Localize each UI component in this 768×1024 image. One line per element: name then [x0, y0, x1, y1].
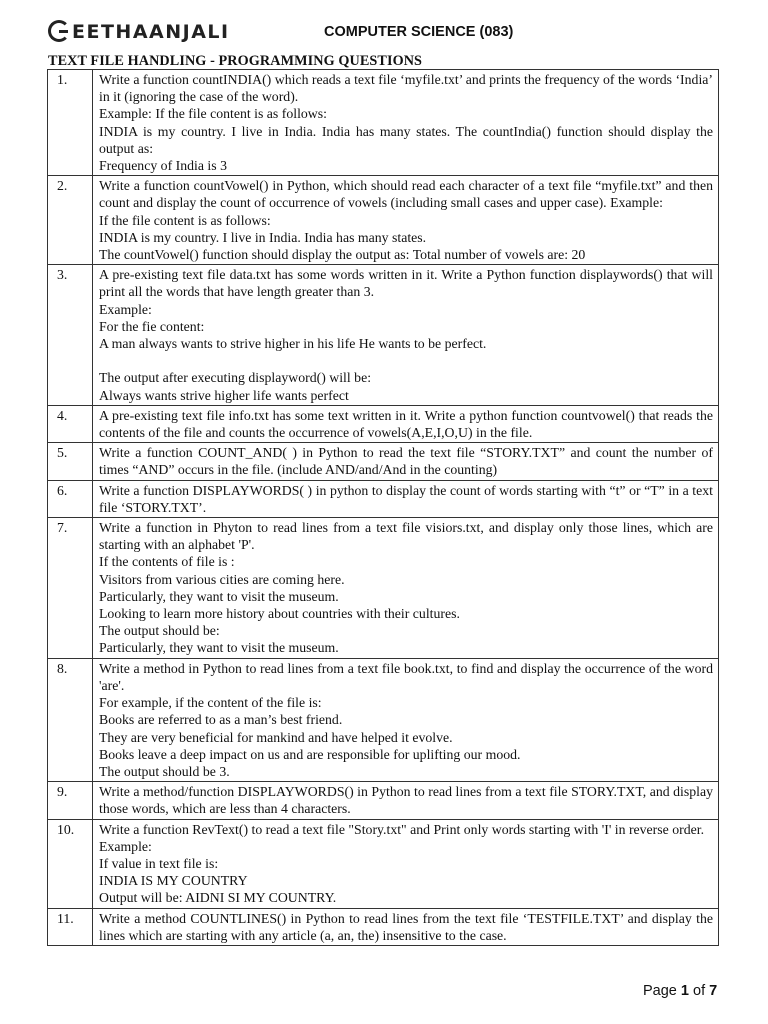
question-line: Particularly, they want to visit the museum. [99, 588, 339, 604]
question-line [99, 352, 713, 369]
question-number: 4. [48, 405, 93, 442]
question-line: If the contents of file is : [99, 554, 235, 570]
question-line: Write a function countINDIA() which reads a text file ‘myfile.txt’ and prints the frequency of the words ‘India’ in it (ignoring the case of the word). [99, 72, 713, 105]
document-title: TEXT FILE HANDLING - PROGRAMMING QUESTIONS [48, 53, 423, 69]
question-line: INDIA is my country. I live in India. India has many states. [99, 229, 427, 245]
questions-table [47, 69, 719, 946]
question-text [93, 819, 719, 908]
question-line: A pre-existing text file data.txt has some words written in it. Write a Python function displaywords() that will print all the words that have length greater than 3. [99, 267, 713, 300]
subject-title: COMPUTER SCIENCE (083) [324, 24, 514, 40]
logo-text: EETHAANJALI [72, 21, 230, 43]
question-line: Frequency of India is 3 [99, 158, 227, 174]
question-row [48, 908, 719, 945]
page-header [48, 16, 728, 50]
question-line: For the fie content: [99, 318, 205, 334]
question-line: If the file content is as follows: [99, 212, 271, 228]
page-total: 7 [709, 983, 718, 999]
question-text [93, 658, 719, 781]
page-number: 1 [680, 983, 689, 999]
question-line: The output should be 3. [99, 763, 230, 779]
question-row [48, 782, 719, 819]
questions-table-body [48, 70, 719, 946]
question-number: 8. [48, 658, 93, 781]
page-word: Page [643, 983, 677, 999]
question-row [48, 70, 719, 176]
question-number: 7. [48, 518, 93, 659]
question-line: Write a function DISPLAYWORDS( ) in python to display the count of words starting with “t” or “T” in a text file ‘STORY.TXT’. [99, 482, 713, 515]
question-number: 10. [48, 819, 93, 908]
question-text [93, 443, 719, 480]
question-number: 11. [48, 908, 93, 945]
question-line: INDIA IS MY COUNTRY [99, 873, 248, 889]
page-footer [643, 983, 717, 999]
question-line: Always wants strive higher life wants perfect [99, 387, 349, 403]
question-line: A man always wants to strive higher in his life He wants to be perfect. [99, 336, 487, 352]
question-line: The output should be: [99, 623, 220, 639]
question-number: 5. [48, 443, 93, 480]
question-line: Example: If the file content is as follows: [99, 106, 327, 122]
question-line: Output will be: AIDNI SI MY COUNTRY. [99, 890, 337, 906]
question-line: They are very beneficial for mankind and have helped it evolve. [99, 729, 453, 745]
question-line: Books are referred to as a man’s best friend. [99, 712, 343, 728]
question-row [48, 819, 719, 908]
question-line: Write a method COUNTLINES() in Python to read lines from the text file ‘TESTFILE.TXT’ and display the lines which are starting with any article (a, an, the) insensitive to the case. [99, 910, 713, 943]
question-line: The countVowel() function should display the output as: Total number of vowels are: 20 [99, 247, 586, 263]
question-number: 9. [48, 782, 93, 819]
question-line: A pre-existing text file info.txt has some text written in it. Write a python function countvowel() that reads the contents of the file and counts the occurrence of vowels(A,E,I,O,U) in the file. [99, 407, 713, 441]
question-line: Write a function countVowel() in Python, which should read each character of a text file “myfile.txt” and then count and display the count of occurrence of vowels (including small cases and upper case). Example: [99, 178, 713, 211]
question-line: Write a method/function DISPLAYWORDS() in Python to read lines from a text file STORY.TXT, and display those words, which are less than 4 characters. [99, 784, 713, 817]
question-text [93, 405, 719, 442]
question-text [93, 908, 719, 945]
question-line: INDIA is my country. I live in India. India has many states. The countIndia() function should display the output as: [99, 123, 713, 156]
question-line: Visitors from various cities are coming here. [99, 571, 345, 587]
question-number: 1. [48, 70, 93, 176]
question-line: Example: [99, 301, 152, 317]
question-text [93, 480, 719, 517]
question-line: Books leave a deep impact on us and are responsible for uplifting our mood. [99, 746, 521, 762]
question-number: 2. [48, 176, 93, 265]
question-row [48, 480, 719, 517]
question-row [48, 518, 719, 659]
question-text [93, 265, 719, 406]
question-number: 3. [48, 265, 93, 406]
brand-logo [48, 20, 230, 43]
logo-g-icon [48, 20, 70, 42]
question-text [93, 782, 719, 819]
question-row [48, 405, 719, 442]
question-line: Looking to learn more history about countries with their cultures. [99, 606, 460, 622]
question-text [93, 176, 719, 265]
of-word: of [693, 983, 706, 999]
question-line: For example, if the content of the file is: [99, 695, 322, 711]
question-line: The output after executing displayword() will be: [99, 370, 372, 386]
question-line: Write a function in Phyton to read lines from a text file visiors.txt, and display only those lines, which are starting with an alphabet 'P'. [99, 520, 713, 553]
question-line: Example: [99, 838, 152, 854]
question-line: Write a function COUNT_AND( ) in Python to read the text file “STORY.TXT” and count the number of times “AND” occurs in the file. (include AND/and/And in the counting) [99, 445, 713, 478]
question-row [48, 658, 719, 781]
question-line: Write a function RevText() to read a text file "Story.txt" and Print only words starting with 'I' in reverse order. [99, 821, 705, 837]
question-text [93, 70, 719, 176]
question-line: If value in text file is: [99, 855, 219, 871]
question-line: Write a method in Python to read lines from a text file book.txt, to find and display the occurrence of the word 'are'. [99, 660, 713, 693]
question-number: 6. [48, 480, 93, 517]
question-row [48, 176, 719, 265]
question-row [48, 265, 719, 406]
question-line: Particularly, they want to visit the museum. [99, 640, 339, 656]
question-row [48, 443, 719, 480]
question-text [93, 518, 719, 659]
